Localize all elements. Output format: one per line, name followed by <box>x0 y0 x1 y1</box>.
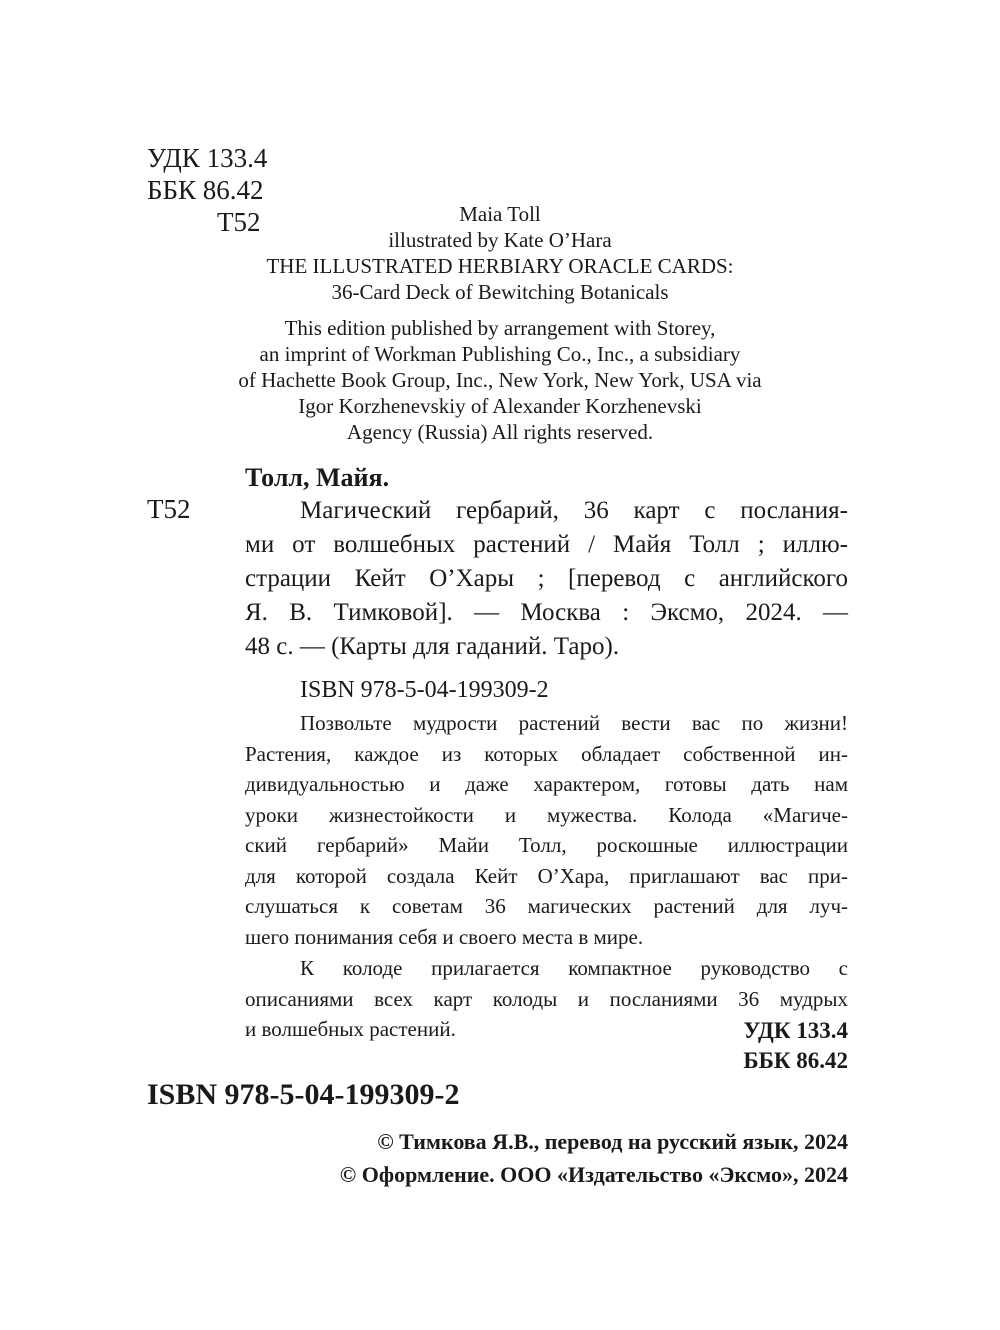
record-isbn: ISBN 978-5-04-199309-2 <box>300 677 549 703</box>
annotation-line: К колоде прилагается компактное руководство с <box>300 956 848 980</box>
rights-line: an imprint of Workman Publishing Co., Inc., a subsidiary <box>259 342 741 366</box>
bbk-code: ББК 86.42 <box>147 175 264 205</box>
description-line: ми от волшебных растений / Майя Толл ; иллю- <box>245 531 848 558</box>
annotation-line: уроки жизнестойкости и мужества. Колода «Магиче- <box>245 803 848 827</box>
annotation-line: шего понимания себя и своего места в мире. <box>245 925 644 949</box>
rights-line: Igor Korzhenevskiy of Alexander Korzhenevski <box>298 394 702 418</box>
annotation-line: Позвольте мудрости растений вести вас по жизни! <box>300 711 848 735</box>
description-line: Я. В. Тимковой]. — Москва : Эксмо, 2024. — <box>245 599 848 626</box>
description-line: страции Кейт О’Хары ; [перевод с английского <box>245 565 848 592</box>
footer-udk: УДК 133.4 <box>743 1018 848 1043</box>
description-line: Магический гербарий, 36 карт с послания- <box>300 497 848 524</box>
annotation-line: для которой создала Кейт О’Хара, приглашают вас при- <box>245 864 848 888</box>
footer-bbk: ББК 86.42 <box>743 1048 848 1073</box>
annotation-line: ский гербарий» Майи Толл, роскошные иллюстрации <box>245 833 848 857</box>
original-subtitle: 36-Card Deck of Bewitching Botanicals <box>331 280 669 304</box>
annotation-line: и волшебных растений. <box>245 1017 456 1041</box>
udk-code: УДК 133.4 <box>147 143 268 173</box>
copyright-design: © Оформление. ООО «Издательство «Эксмо», 2024 <box>339 1162 848 1187</box>
annotation-line: описаниями всех карт колоды и посланиями 36 мудрых <box>245 987 848 1011</box>
description-line: 48 с. — (Карты для гаданий. Таро). <box>245 633 620 660</box>
original-title: THE ILLUSTRATED HERBIARY ORACLE CARDS: <box>266 254 734 278</box>
copyright-translation: © Тимкова Я.В., перевод на русский язык, 2024 <box>377 1129 848 1154</box>
annotation-line: Растения, каждое из которых обладает собственной ин- <box>245 742 848 766</box>
rights-line: This edition published by arrangement with Storey, <box>284 316 716 340</box>
author-mark: Т52 <box>217 207 261 237</box>
annotation-line: слушаться к советам 36 магических растений для луч- <box>245 894 848 918</box>
original-author: Maia Toll <box>459 202 541 226</box>
annotation-line: дивидуальностью и даже характером, готовы дать нам <box>245 772 848 796</box>
author-heading: Толл, Майя. <box>245 463 390 492</box>
rights-line: of Hachette Book Group, Inc., New York, New York, USA via <box>238 368 762 392</box>
footer-isbn: ISBN 978-5-04-199309-2 <box>147 1078 460 1111</box>
original-illustrator: illustrated by Kate O’Hara <box>388 228 612 252</box>
rights-line: Agency (Russia) All rights reserved. <box>346 420 654 444</box>
record-author-mark: Т52 <box>147 494 191 524</box>
